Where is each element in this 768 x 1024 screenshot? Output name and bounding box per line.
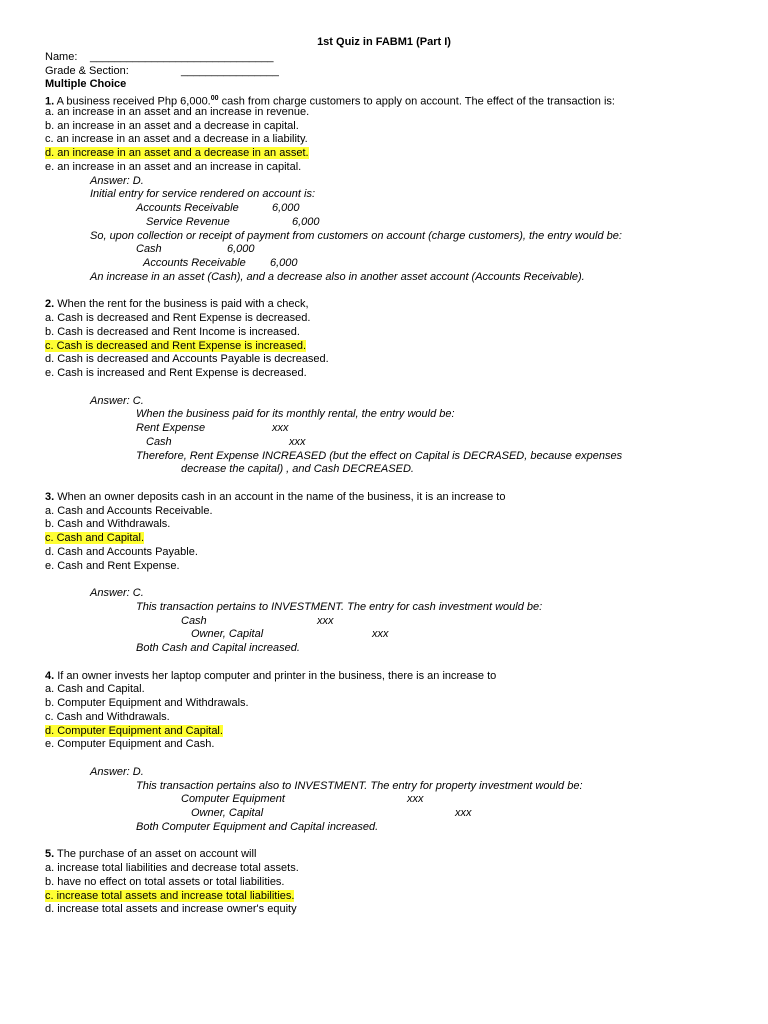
journal-credit: Owner, Capital xxx: [191, 628, 389, 641]
answer-3: Answer: C.: [90, 587, 144, 599]
choice-2b: b. Cash is decreased and Rent Income is increased.: [45, 325, 300, 338]
choice-1c: c. an increase in an asset and a decrease in a liability.: [45, 133, 308, 146]
choice-2a: a. Cash is decreased and Rent Expense is decreased.: [45, 312, 311, 324]
highlighted-answer: c. Cash is decreased and Rent Expense is increased.: [45, 339, 307, 352]
question-1: 1. A business received Php 6,000.00 cash from charge customers to apply on account. The effect of the transaction is:: [45, 95, 615, 108]
answer-2: Answer: C.: [90, 394, 144, 407]
question-2: 2. When the rent for the business is paid with a check,: [45, 298, 309, 311]
section-heading: Multiple Choice: [45, 78, 127, 91]
highlighted-answer: c. Cash and Capital.: [45, 532, 145, 544]
grade-label: Grade & Section:: [45, 64, 129, 77]
question-5: 5. The purchase of an asset on account will: [45, 848, 257, 861]
explanation-line: So, upon collection or receipt of payment from customers on account (charge customers), the entry would be:: [90, 229, 622, 242]
choice-3d: d. Cash and Accounts Payable.: [45, 545, 198, 558]
choice-4e: e. Computer Equipment and Cash.: [45, 738, 215, 751]
choice-5c: [45, 890, 768, 904]
explanation-line: An increase in an asset (Cash), and a decrease also in another asset account (Accounts Receivable).: [90, 270, 585, 283]
choice-2c: [45, 340, 768, 354]
journal-debit: Cash 6,000: [136, 243, 255, 256]
choice-2e: e. Cash is increased and Rent Expense is decreased.: [45, 367, 307, 379]
choice-2d: d. Cash is decreased and Accounts Payable is decreased.: [45, 353, 329, 366]
choice-5a: a. increase total liabilities and decrease total assets.: [45, 862, 299, 874]
explanation-line: Both Computer Equipment and Capital increased.: [136, 820, 379, 833]
answer-1: Answer: D.: [90, 174, 144, 187]
journal-debit: Accounts Receivable 6,000: [136, 202, 300, 214]
choice-1e: e. an increase in an asset and an increase in capital.: [45, 160, 302, 173]
grade-row: [45, 65, 768, 79]
explanation-line: When the business paid for its monthly rental, the entry would be:: [136, 408, 455, 421]
journal-credit: Service Revenue 6,000: [146, 215, 320, 228]
highlighted-answer: d. an increase in an asset and a decrease in an asset.: [45, 147, 309, 159]
choice-3b: b. Cash and Withdrawals.: [45, 518, 171, 531]
name-blank: ______________________________: [90, 50, 274, 63]
choice-5b: b. have no effect on total assets or total liabilities.: [45, 875, 285, 888]
explanation-line: decrease the capital) , and Cash DECREASED.: [181, 463, 414, 476]
choice-1b: b. an increase in an asset and a decrease in capital.: [45, 119, 299, 132]
journal-debit: Rent Expense xxx: [136, 422, 289, 434]
choice-1a: a. an increase in an asset and an increase in revenue.: [45, 105, 310, 118]
choice-4c: c. Cash and Withdrawals.: [45, 710, 170, 723]
choice-1d: [45, 147, 768, 161]
choice-4d: [45, 725, 768, 739]
page-title: 1st Quiz in FABM1 (Part I): [317, 36, 451, 48]
explanation-line: Therefore, Rent Expense INCREASED (but the effect on Capital is DECRASED, because expenses: [136, 449, 623, 462]
name-row: [45, 51, 768, 65]
explanation-line: This transaction pertains also to INVESTMENT. The entry for property investment would be:: [136, 779, 583, 792]
answer-4: Answer: D.: [90, 765, 144, 778]
explanation-line: Initial entry for service rendered on account is:: [90, 188, 316, 201]
journal-credit: Accounts Receivable 6,000: [143, 257, 298, 269]
choice-4a: a. Cash and Capital.: [45, 683, 145, 696]
explanation-line: This transaction pertains to INVESTMENT. The entry for cash investment would be:: [136, 600, 543, 613]
choice-5d: d. increase total assets and increase owner's equity: [45, 903, 297, 916]
question-3: 3. When an owner deposits cash in an account in the name of the business, it is an increase to: [45, 490, 506, 503]
name-label: Name:: [45, 50, 78, 63]
grade-blank: ________________: [181, 64, 279, 77]
choice-3e: e. Cash and Rent Expense.: [45, 559, 180, 572]
journal-debit: Cash xxx: [181, 614, 334, 627]
highlighted-answer: d. Computer Equipment and Capital.: [45, 724, 223, 737]
journal-credit: Owner, Capital xxx: [191, 807, 472, 819]
choice-3a: a. Cash and Accounts Receivable.: [45, 504, 213, 517]
explanation-line: Both Cash and Capital increased.: [136, 642, 300, 654]
journal-debit: Computer Equipment xxx: [181, 793, 424, 806]
choice-3c: [45, 532, 768, 546]
journal-credit: Cash xxx: [146, 435, 306, 448]
choice-4b: b. Computer Equipment and Withdrawals.: [45, 697, 249, 709]
question-4: 4. If an owner invests her laptop computer and printer in the business, there is an increase to: [45, 669, 497, 682]
highlighted-answer: c. increase total assets and increase total liabilities.: [45, 889, 295, 902]
